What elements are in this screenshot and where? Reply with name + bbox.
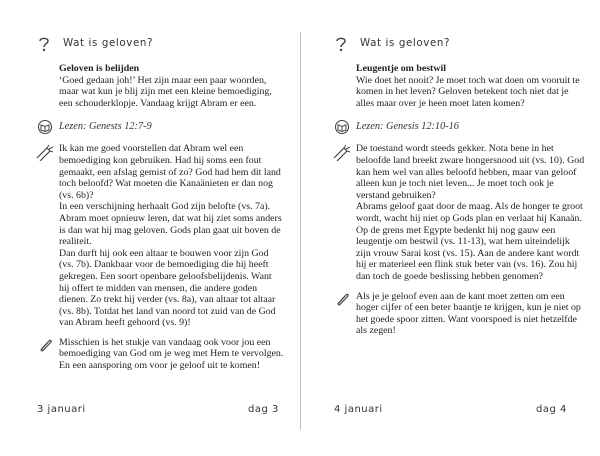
closing-paragraph: Misschien is het stukje van vandaag ook voor jou een bemoediging van God om je weg met Hem te vervolgen. En een aansporing om voor je geloof uit te komen! xyxy=(59,336,284,372)
body-block xyxy=(37,143,284,329)
intro-paragraph: Wie doet het nooit? Je moet toch wat doen om vooruit te komen in het leven? Geloven betekent toch niet dat je alles maar over je heen moet laten komen? xyxy=(356,74,580,109)
reading-reference xyxy=(334,119,586,135)
reading-text: Lezen: Genesis 12:10-16 xyxy=(356,121,459,133)
heading-text: Wat is geloven? xyxy=(63,37,154,49)
reading-text: Lezen: Genests 12:7-9 xyxy=(59,121,152,133)
footer-date: 4 januari xyxy=(334,404,383,415)
right-page xyxy=(304,0,600,456)
lamp-icon xyxy=(35,143,55,161)
left-page xyxy=(0,0,296,456)
bible-icon xyxy=(37,119,53,135)
body-paragraph: De toestand wordt steeds gekker. Nota bene in het beloofde land breekt zware hongersnood uit (vs. 10). God kan hem wel van alles beloofd hebben, maar van geloof alleen kun je toch niet leven... Je moet toch ook je verstand gebruiken? xyxy=(356,143,585,201)
bible-icon xyxy=(334,119,350,135)
footer-date: 3 januari xyxy=(37,404,86,415)
closing-block xyxy=(334,291,586,337)
right-heading xyxy=(334,36,586,54)
subheading: Leugentje om bestwil xyxy=(356,63,446,74)
page-divider xyxy=(300,32,301,430)
body-paragraph: Abrams geloof gaat door de maag. Als de honger te groot wordt, wacht hij niet op Gods plan en verlaat hij Kanaän. Op de grens met Egypte bedenkt hij nog gauw een leugentje om bestwil (vs. 11-13), wat hem uiteindelijk zijn vrouw Sarai kost (vs. 15). Aan de andere kant wordt hij er materieel een flink stuk beter van (vs. 16). Zou hij dan toch de goede beslissing hebben genomen? xyxy=(356,201,583,282)
reading-reference xyxy=(37,119,284,135)
footer-day: dag 3 xyxy=(248,404,279,415)
body-block xyxy=(334,143,586,282)
body-paragraph: Dan durft hij ook een altaar te bouwen voor zijn God (vs. 7b). Dankbaar voor de bemoediging die hij heeft gekregen. Een soort openbare geloofsbelijdenis. Want hij offert te midden van mensen, die andere goden dienen. Zo trekt hij verder (vs. 8a), van altaar tot altaar (vs. 8b). Totdat het land van noord tot zuid van de God van Abram heeft gehoord (vs. 9)! xyxy=(59,247,276,329)
paperclip-icon xyxy=(37,337,53,353)
body-paragraph: In een verschijning herhaalt God zijn belofte (vs. 7a). Abram moet opnieuw leren, dat wat hij ziet soms anders is dan wat hij mag geloven. Gods plan gaat uit boven de realiteit. xyxy=(59,201,282,248)
heading-text: Wat is geloven? xyxy=(360,37,451,49)
closing-paragraph: Als je je geloof even aan de kant moet zetten om een hoger cijfer of een beter baantje te krijgen, kun je niet op het goede spoor zitten. Want voorspoed is niet hetzelfde als zegen! xyxy=(356,290,581,337)
question-mark-icon xyxy=(37,36,51,52)
paperclip-icon xyxy=(334,291,350,307)
lamp-icon xyxy=(332,143,352,161)
footer-day: dag 4 xyxy=(536,404,567,415)
left-heading xyxy=(37,36,284,54)
body-paragraph: Ik kan me goed voorstellen dat Abram wel een bemoediging kon gebruiken. Had hij soms een fout gemaakt, een afslag gemist of zo? God had hem dit land toch beloofd? Wat moeten die Kanaänieten er dan nog (vs. 6b)? xyxy=(59,143,281,201)
closing-block xyxy=(37,337,284,372)
question-mark-icon xyxy=(334,36,348,52)
intro-paragraph: ‘Goed gedaan joh!’ Het zijn maar een paar woorden, maar wat kun je blij zijn met een kleine bemoediging, een schouderklopje. Vandaag krijgt Abram er een. xyxy=(59,74,272,109)
subheading: Geloven is belijden xyxy=(59,63,140,74)
